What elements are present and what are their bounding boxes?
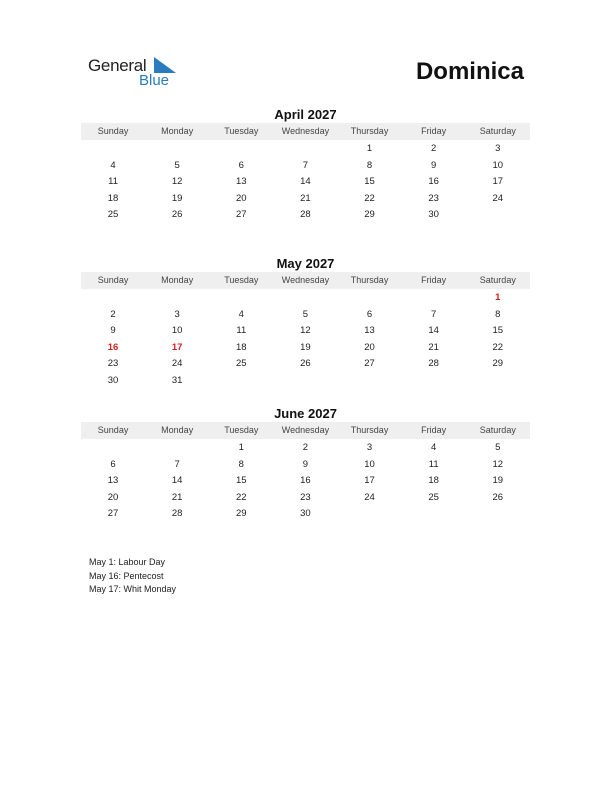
- day-cell: 8: [495, 308, 501, 320]
- day-cell: 28: [300, 209, 311, 220]
- day-cell: 5: [302, 308, 309, 320]
- day-cell: 27: [364, 358, 375, 369]
- day-cell: 16: [300, 475, 311, 486]
- day-cell: 18: [236, 341, 247, 353]
- day-cell: 12: [300, 325, 311, 336]
- day-of-week-header: [81, 123, 530, 140]
- day-cell: 26: [171, 209, 183, 220]
- empty-day-cell: [145, 141, 209, 158]
- week-row: [81, 307, 530, 324]
- day-cell: 22: [236, 491, 247, 503]
- day-cell: 5: [495, 442, 501, 453]
- day-cell: 14: [428, 325, 439, 336]
- day-cell: 15: [236, 475, 247, 486]
- week-row: [81, 457, 530, 474]
- empty-day-cell: [402, 290, 466, 307]
- day-cell: 25: [428, 491, 439, 503]
- day-cell: 21: [428, 341, 439, 353]
- day-cell: 2: [110, 308, 116, 320]
- day-of-week-label: Wednesday: [281, 275, 330, 285]
- day-cell: 1: [366, 143, 373, 154]
- day-cell: 14: [171, 475, 183, 486]
- month-june: [81, 406, 530, 523]
- week-row: [81, 207, 530, 224]
- day-cell: 13: [107, 475, 119, 486]
- week-row: [81, 158, 530, 175]
- month-title: June 2027: [274, 406, 337, 421]
- week-row: [81, 373, 530, 390]
- day-cell: 27: [236, 209, 247, 220]
- day-cell: 24: [492, 192, 504, 204]
- empty-day-cell: [402, 506, 466, 523]
- day-of-week-header: [81, 272, 530, 289]
- day-cell: 25: [107, 209, 119, 220]
- day-cell: 17: [171, 341, 183, 353]
- holiday-notes: [89, 556, 176, 597]
- day-cell: 12: [171, 176, 183, 187]
- day-cell: 7: [431, 308, 437, 320]
- week-row: [81, 356, 530, 373]
- week-row: [81, 440, 530, 457]
- month-title: May 2027: [276, 256, 335, 271]
- day-cell: 27: [107, 508, 119, 519]
- day-cell: 2: [431, 143, 437, 154]
- empty-day-cell: [466, 506, 530, 523]
- day-cell: 4: [238, 308, 244, 320]
- day-cell: 7: [302, 159, 309, 171]
- day-cell: 4: [110, 159, 116, 171]
- day-of-week-label: Friday: [421, 275, 447, 285]
- day-cell: 8: [238, 458, 244, 470]
- week-row: [81, 290, 530, 307]
- day-cell: 14: [300, 176, 311, 187]
- empty-day-cell: [402, 373, 466, 390]
- day-cell: 16: [428, 176, 439, 187]
- day-cell: 18: [107, 192, 119, 204]
- day-cell: 29: [492, 358, 504, 369]
- week-row: [81, 174, 530, 191]
- day-cell: 20: [236, 192, 247, 204]
- day-cell: 1: [495, 292, 501, 303]
- day-cell: 11: [236, 325, 247, 336]
- day-cell: 17: [492, 176, 504, 187]
- day-cell: 11: [108, 176, 118, 187]
- day-cell: 4: [431, 442, 437, 453]
- day-cell: 21: [300, 192, 311, 204]
- day-cell: 31: [171, 374, 183, 386]
- brand-line1: General: [88, 56, 147, 75]
- day-of-week-label: Friday: [421, 126, 447, 136]
- week-row: [81, 506, 530, 523]
- day-cell: 3: [174, 308, 180, 320]
- empty-day-cell: [209, 373, 273, 390]
- empty-day-cell: [273, 141, 337, 158]
- day-of-week-label: Sunday: [97, 425, 129, 435]
- day-cell: 9: [431, 159, 437, 171]
- empty-day-cell: [145, 440, 209, 457]
- month-title: April 2027: [274, 107, 337, 122]
- day-cell: 3: [495, 143, 501, 154]
- day-cell: 30: [428, 209, 439, 220]
- day-of-week-header: [81, 422, 530, 439]
- day-of-week-label: Saturday: [479, 126, 516, 136]
- empty-day-cell: [338, 506, 402, 523]
- day-cell: 18: [428, 475, 439, 486]
- empty-day-cell: [338, 290, 402, 307]
- brand-triangle-icon: [154, 57, 176, 73]
- day-cell: 15: [492, 325, 504, 336]
- day-cell: 9: [110, 325, 116, 336]
- day-of-week-label: Saturday: [479, 425, 516, 435]
- week-row: [81, 490, 530, 507]
- day-cell: 19: [300, 341, 311, 353]
- day-cell: 16: [107, 341, 119, 353]
- day-cell: 23: [428, 192, 439, 204]
- day-cell: 28: [428, 358, 439, 369]
- brand-line2: Blue: [139, 72, 170, 89]
- day-of-week-label: Wednesday: [281, 425, 330, 435]
- day-cell: 10: [171, 325, 183, 336]
- day-cell: 6: [110, 458, 116, 470]
- day-cell: 24: [364, 491, 375, 503]
- day-of-week-label: Monday: [161, 275, 194, 285]
- country-title: Dominica: [415, 58, 524, 85]
- day-of-week-label: Tuesday: [224, 275, 259, 285]
- empty-day-cell: [273, 373, 337, 390]
- empty-day-cell: [81, 440, 145, 457]
- day-cell: 23: [107, 358, 119, 369]
- month-may: [81, 256, 530, 389]
- day-cell: 19: [171, 192, 183, 204]
- day-cell: 12: [492, 458, 504, 470]
- day-of-week-label: Friday: [421, 425, 447, 435]
- empty-day-cell: [145, 290, 209, 307]
- day-cell: 23: [300, 491, 311, 503]
- day-cell: 2: [302, 442, 309, 453]
- day-cell: 22: [492, 341, 504, 353]
- week-row: [81, 323, 530, 340]
- day-cell: 9: [302, 458, 309, 470]
- empty-day-cell: [466, 207, 530, 224]
- day-cell: 13: [364, 325, 375, 336]
- day-cell: 26: [492, 491, 504, 503]
- holiday-note: May 17: Whit Monday: [89, 584, 177, 594]
- holiday-note: May 1: Labour Day: [89, 557, 166, 567]
- day-cell: 29: [236, 508, 247, 519]
- empty-day-cell: [338, 373, 402, 390]
- day-cell: 28: [171, 508, 183, 519]
- day-cell: 30: [300, 508, 311, 519]
- empty-day-cell: [209, 141, 273, 158]
- week-row: [81, 340, 530, 357]
- day-cell: 25: [236, 358, 247, 369]
- day-of-week-label: Tuesday: [224, 126, 259, 136]
- day-of-week-label: Thursday: [350, 126, 389, 136]
- day-cell: 20: [364, 341, 375, 353]
- week-row: [81, 473, 530, 490]
- day-cell: 15: [364, 176, 375, 187]
- day-cell: 17: [364, 475, 375, 486]
- day-cell: 30: [107, 374, 119, 386]
- day-of-week-label: Saturday: [479, 275, 516, 285]
- day-cell: 13: [236, 176, 247, 187]
- empty-day-cell: [273, 290, 337, 307]
- week-row: [81, 141, 530, 158]
- day-cell: 21: [171, 491, 183, 503]
- day-cell: 8: [366, 159, 373, 171]
- day-cell: 6: [366, 308, 373, 320]
- week-row: [81, 191, 530, 208]
- empty-day-cell: [209, 290, 273, 307]
- day-cell: 22: [364, 192, 375, 204]
- day-cell: 10: [492, 159, 504, 171]
- day-of-week-label: Sunday: [97, 275, 129, 285]
- day-cell: 3: [366, 442, 373, 453]
- day-cell: 19: [492, 475, 504, 486]
- day-cell: 20: [107, 491, 119, 503]
- day-cell: 5: [174, 159, 180, 171]
- month-april: [81, 107, 530, 224]
- empty-day-cell: [81, 290, 145, 307]
- day-of-week-label: Monday: [161, 425, 194, 435]
- day-cell: 24: [171, 358, 183, 369]
- day-of-week-label: Wednesday: [281, 126, 330, 136]
- day-cell: 10: [364, 458, 375, 470]
- day-cell: 1: [238, 442, 244, 453]
- holiday-note: May 16: Pentecost: [89, 570, 164, 581]
- day-cell: 11: [428, 458, 439, 470]
- empty-day-cell: [466, 373, 530, 390]
- day-of-week-label: Thursday: [350, 425, 389, 435]
- day-of-week-label: Thursday: [350, 275, 389, 285]
- day-cell: 6: [238, 159, 244, 171]
- day-cell: 26: [300, 358, 311, 369]
- empty-day-cell: [81, 141, 145, 158]
- brand-logo: [88, 54, 188, 94]
- day-cell: 29: [364, 209, 375, 220]
- day-cell: 7: [174, 458, 180, 470]
- day-of-week-label: Monday: [161, 126, 194, 136]
- day-of-week-label: Sunday: [97, 126, 129, 136]
- day-of-week-label: Tuesday: [224, 425, 259, 435]
